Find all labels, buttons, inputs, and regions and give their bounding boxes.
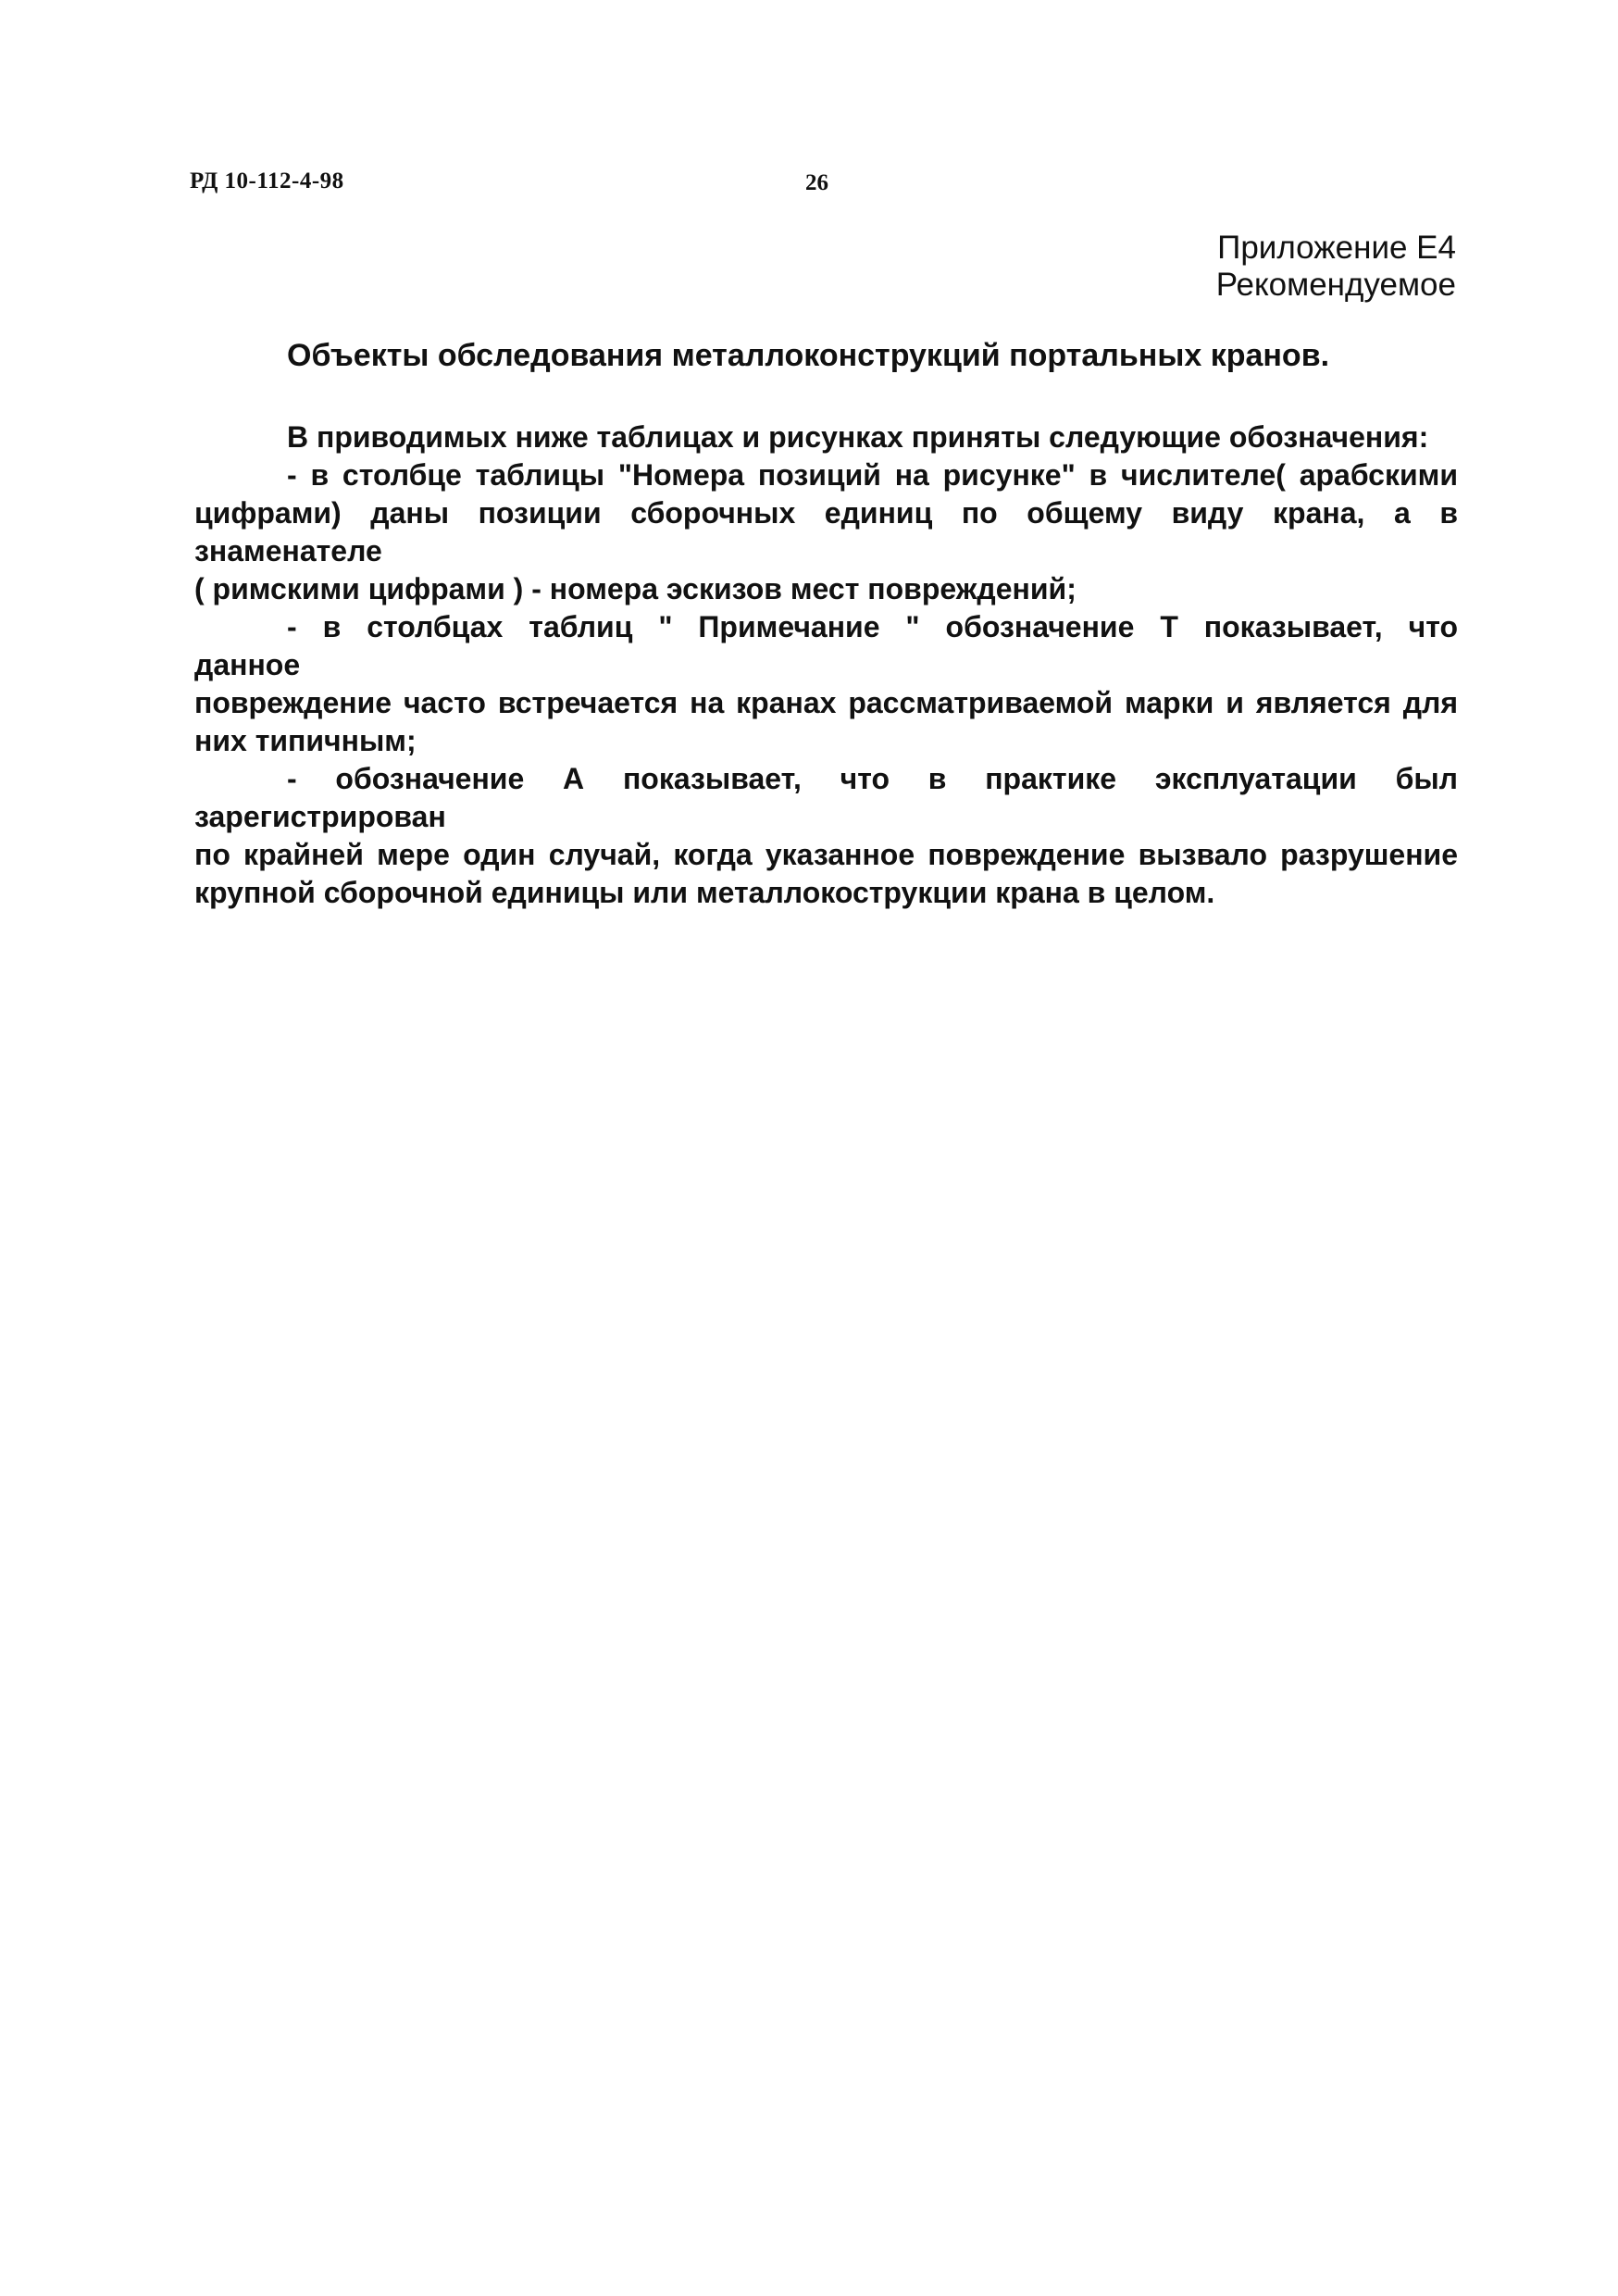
appendix-status: Рекомендуемое — [1215, 267, 1456, 303]
legend-paragraph — [194, 418, 1458, 912]
column-positions-line-3: знаменателе — [194, 534, 382, 568]
designation-a-line-2: зарегистрирован — [194, 800, 446, 833]
failure-case-line-2: крупной сборочной единицы или металлокострукции крана в целом. — [194, 876, 1215, 909]
failure-case-line-1: по крайней мере один случай, когда указанное повреждение вызвало разрушение — [194, 838, 1458, 871]
page-number: 26 — [805, 170, 828, 195]
document-title: Объекты обследования металлоконструкций портальных кранов. — [287, 338, 1330, 373]
column-positions-line-1: - в столбце таблицы "Номера позиций на рисунке" в числителе( арабскими — [287, 458, 1458, 492]
intro-line: В приводимых ниже таблицах и рисунках приняты следующие обозначения: — [287, 420, 1429, 454]
appendix-label — [1216, 230, 1456, 304]
roman-numerals-line: ( римскими цифрами ) - номера эскизов мест повреждений; — [194, 572, 1077, 605]
designation-a-line-1: - обозначение А показывает, что в практике эксплуатации был — [287, 762, 1458, 795]
note-column-line-2: данное — [194, 648, 301, 681]
typical-damage-line-1: повреждение часто встречается на кранах рассматриваемой марки и является для — [194, 686, 1458, 719]
appendix-number: Приложение Е4 — [1217, 230, 1456, 266]
typical-damage-line-2: них типичным; — [194, 724, 417, 757]
column-positions-line-2: цифрами) даны позиции сборочных единиц по общему виду крана, а в — [194, 496, 1458, 530]
note-column-line-1: - в столбцах таблиц " Примечание " обозначение Т показывает, что — [287, 610, 1458, 643]
document-code: РД 10-112-4-98 — [190, 168, 344, 193]
